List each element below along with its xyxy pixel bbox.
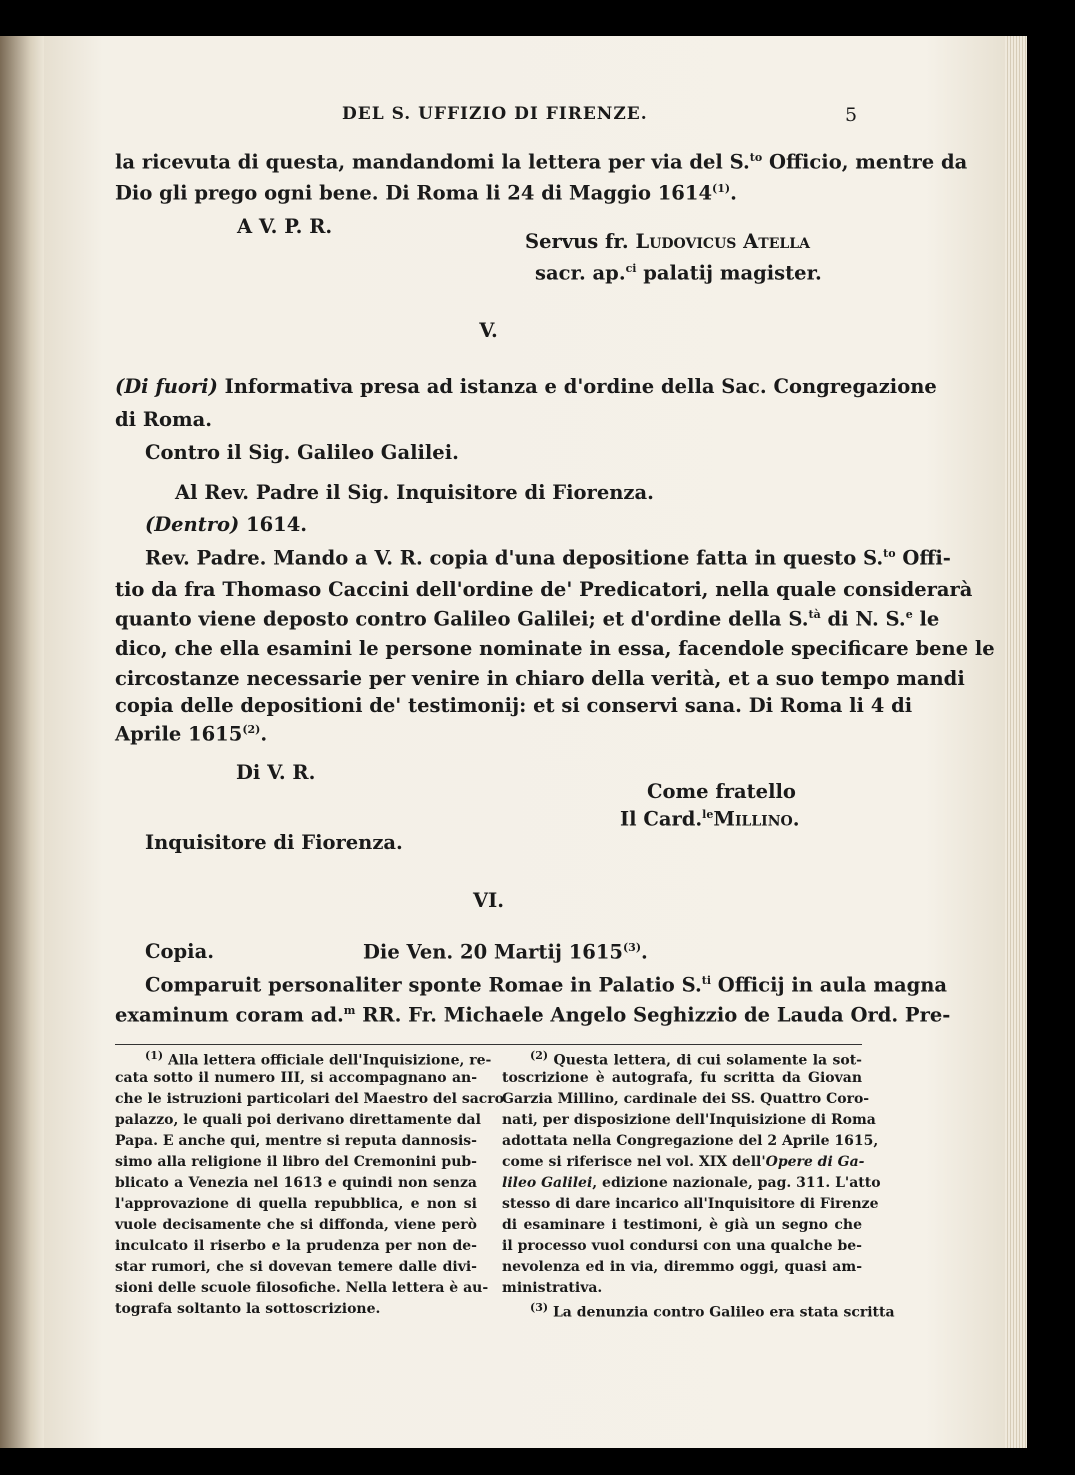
body-line: Dio gli prego ogni bene. Di Roma li 24 di Maggio 1614$^{(1)}$. <box>115 181 737 205</box>
footnote-line: l'approvazione di quella repubblica, e non si <box>115 1196 477 1212</box>
footnote-line: Garzia Millino, cardinale dei SS. Quattro Coro- <box>502 1091 870 1107</box>
body-line: la ricevuta di questa, mandandomi la lettera per via del S.$^{to}$ Officio, mentre da <box>115 150 968 174</box>
running-head: DEL S. UFFIZIO DI FIRENZE. <box>342 104 648 124</box>
footnote-line: lileo Galilei, edizione nazionale, pag. 311. L'atto <box>502 1175 881 1191</box>
body-line: quanto viene deposto contro Galileo Galilei; et d'ordine della S.$^{tà}$ di N. S.$^e$ le <box>115 607 940 631</box>
section-heading-v: V. <box>479 319 498 342</box>
footnote-line: vuole decisamente che si diffonda, viene però <box>115 1217 477 1233</box>
footnote-line: $^{(3)}$ La denunzia contro Galileo era stata scritta <box>530 1301 895 1321</box>
signature-cardinal: Il Card.$^{le}$Millino. <box>620 807 800 831</box>
footnote-line: adottata nella Congregazione del 2 Aprile 1615, <box>502 1133 879 1149</box>
body-line: circostanze necessarie per venire in chiaro della verità, et a suo tempo mandi <box>115 667 965 690</box>
body-line: Aprile 1615$^{(2)}$. <box>115 722 268 746</box>
footnote-line: di esaminare i testimoni, è già un segno che <box>502 1217 862 1233</box>
body-line: Comparuit personaliter sponte Romae in Palatio S.$^{ti}$ Officij in aula magna <box>145 973 948 997</box>
date-line: Die Ven. 20 Martij 1615$^{(3)}$. <box>363 940 648 964</box>
previous-page-edge <box>0 36 44 1448</box>
closing-di-vr: Di V. R. <box>236 761 316 784</box>
body-line: tio da fra Thomaso Caccini dell'ordine de' Predicatori, nella quale considerarà <box>115 578 973 601</box>
body-line: Contro il Sig. Galileo Galilei. <box>145 441 459 464</box>
footnote-line: nati, per disposizione dell'Inquisizione di Roma <box>502 1112 876 1128</box>
page-number: 5 <box>845 104 858 126</box>
footnote-line: star rumori, che si dovevan temere dalle divi- <box>115 1259 477 1275</box>
body-line: Inquisitore di Fiorenza. <box>145 831 403 854</box>
body-line: di Roma. <box>115 408 213 431</box>
body-line: examinum coram ad.$^m$ RR. Fr. Michaele Angelo Seghizzio de Lauda Ord. Pre- <box>115 1003 951 1027</box>
body-line: Copia. <box>145 940 214 963</box>
body-line: dico, che ella esamini le persone nominate in essa, facendole specificare bene le <box>115 637 995 660</box>
closing-abbrev: A V. P. R. <box>237 215 333 238</box>
body-line: (Dentro) 1614. <box>145 513 308 536</box>
footnote-line: simo alla religione il libro del Cremonini pub- <box>115 1154 477 1170</box>
footnote-line: che le istruzioni particolari del Maestro del sacro <box>115 1091 505 1107</box>
address-line: Al Rev. Padre il Sig. Inquisitore di Fiorenza. <box>175 481 654 504</box>
footnote-line: il processo vuol condursi con una qualche be- <box>502 1238 862 1254</box>
signature-line: Servus fr. Ludovicus Atella <box>525 230 810 253</box>
footnote-rule <box>115 1044 862 1045</box>
section-heading-vi: VI. <box>472 889 505 912</box>
body-line: (Di fuori) Informativa presa ad istanza e d'ordine della Sac. Congregazione <box>115 375 937 398</box>
footnote-line: blicato a Venezia nel 1613 e quindi non senza <box>115 1175 477 1191</box>
footnote-line: ministrativa. <box>502 1280 603 1296</box>
footnote-line: come si riferisce nel vol. XIX dell'Opere di Ga- <box>502 1154 865 1170</box>
footnote-line: Papa. E anche qui, mentre si reputa dannosis- <box>115 1133 477 1149</box>
signature-title: sacr. ap.$^{ci}$ palatij magister. <box>535 261 822 285</box>
footnote-line: cata sotto il numero III, si accompagnano an- <box>115 1070 477 1086</box>
closing-come-fratello: Come fratello <box>647 780 796 803</box>
footnote-line: inculcato il riserbo e la prudenza per non de- <box>115 1238 477 1254</box>
footnote-line: stesso di dare incarico all'Inquisitore di Firenze <box>502 1196 879 1212</box>
footnote-line: sioni delle scuole filosofiche. Nella lettera è au- <box>115 1280 489 1296</box>
body-line: copia delle depositioni de' testimonij: et si conservi sana. Di Roma li 4 di <box>115 694 913 717</box>
footnote-line: nevolenza ed in via, diremmo oggi, quasi am- <box>502 1259 862 1275</box>
footnote-line: tografa soltanto la sottoscrizione. <box>115 1301 381 1317</box>
footnote-line: $^{(1)}$ Alla lettera officiale dell'Inquisizione, re- <box>145 1049 492 1069</box>
page-stack-edge <box>1005 36 1027 1448</box>
footnote-line: palazzo, le quali poi derivano direttamente dal <box>115 1112 481 1128</box>
footnote-line: toscrizione è autografa, fu scritta da Giovan <box>502 1070 862 1086</box>
body-line: Rev. Padre. Mando a V. R. copia d'una depositione fatta in questo S.$^{to}$ Offi- <box>145 546 951 570</box>
footnote-line: $^{(2)}$ Questa lettera, di cui solamente la sot- <box>530 1049 862 1069</box>
